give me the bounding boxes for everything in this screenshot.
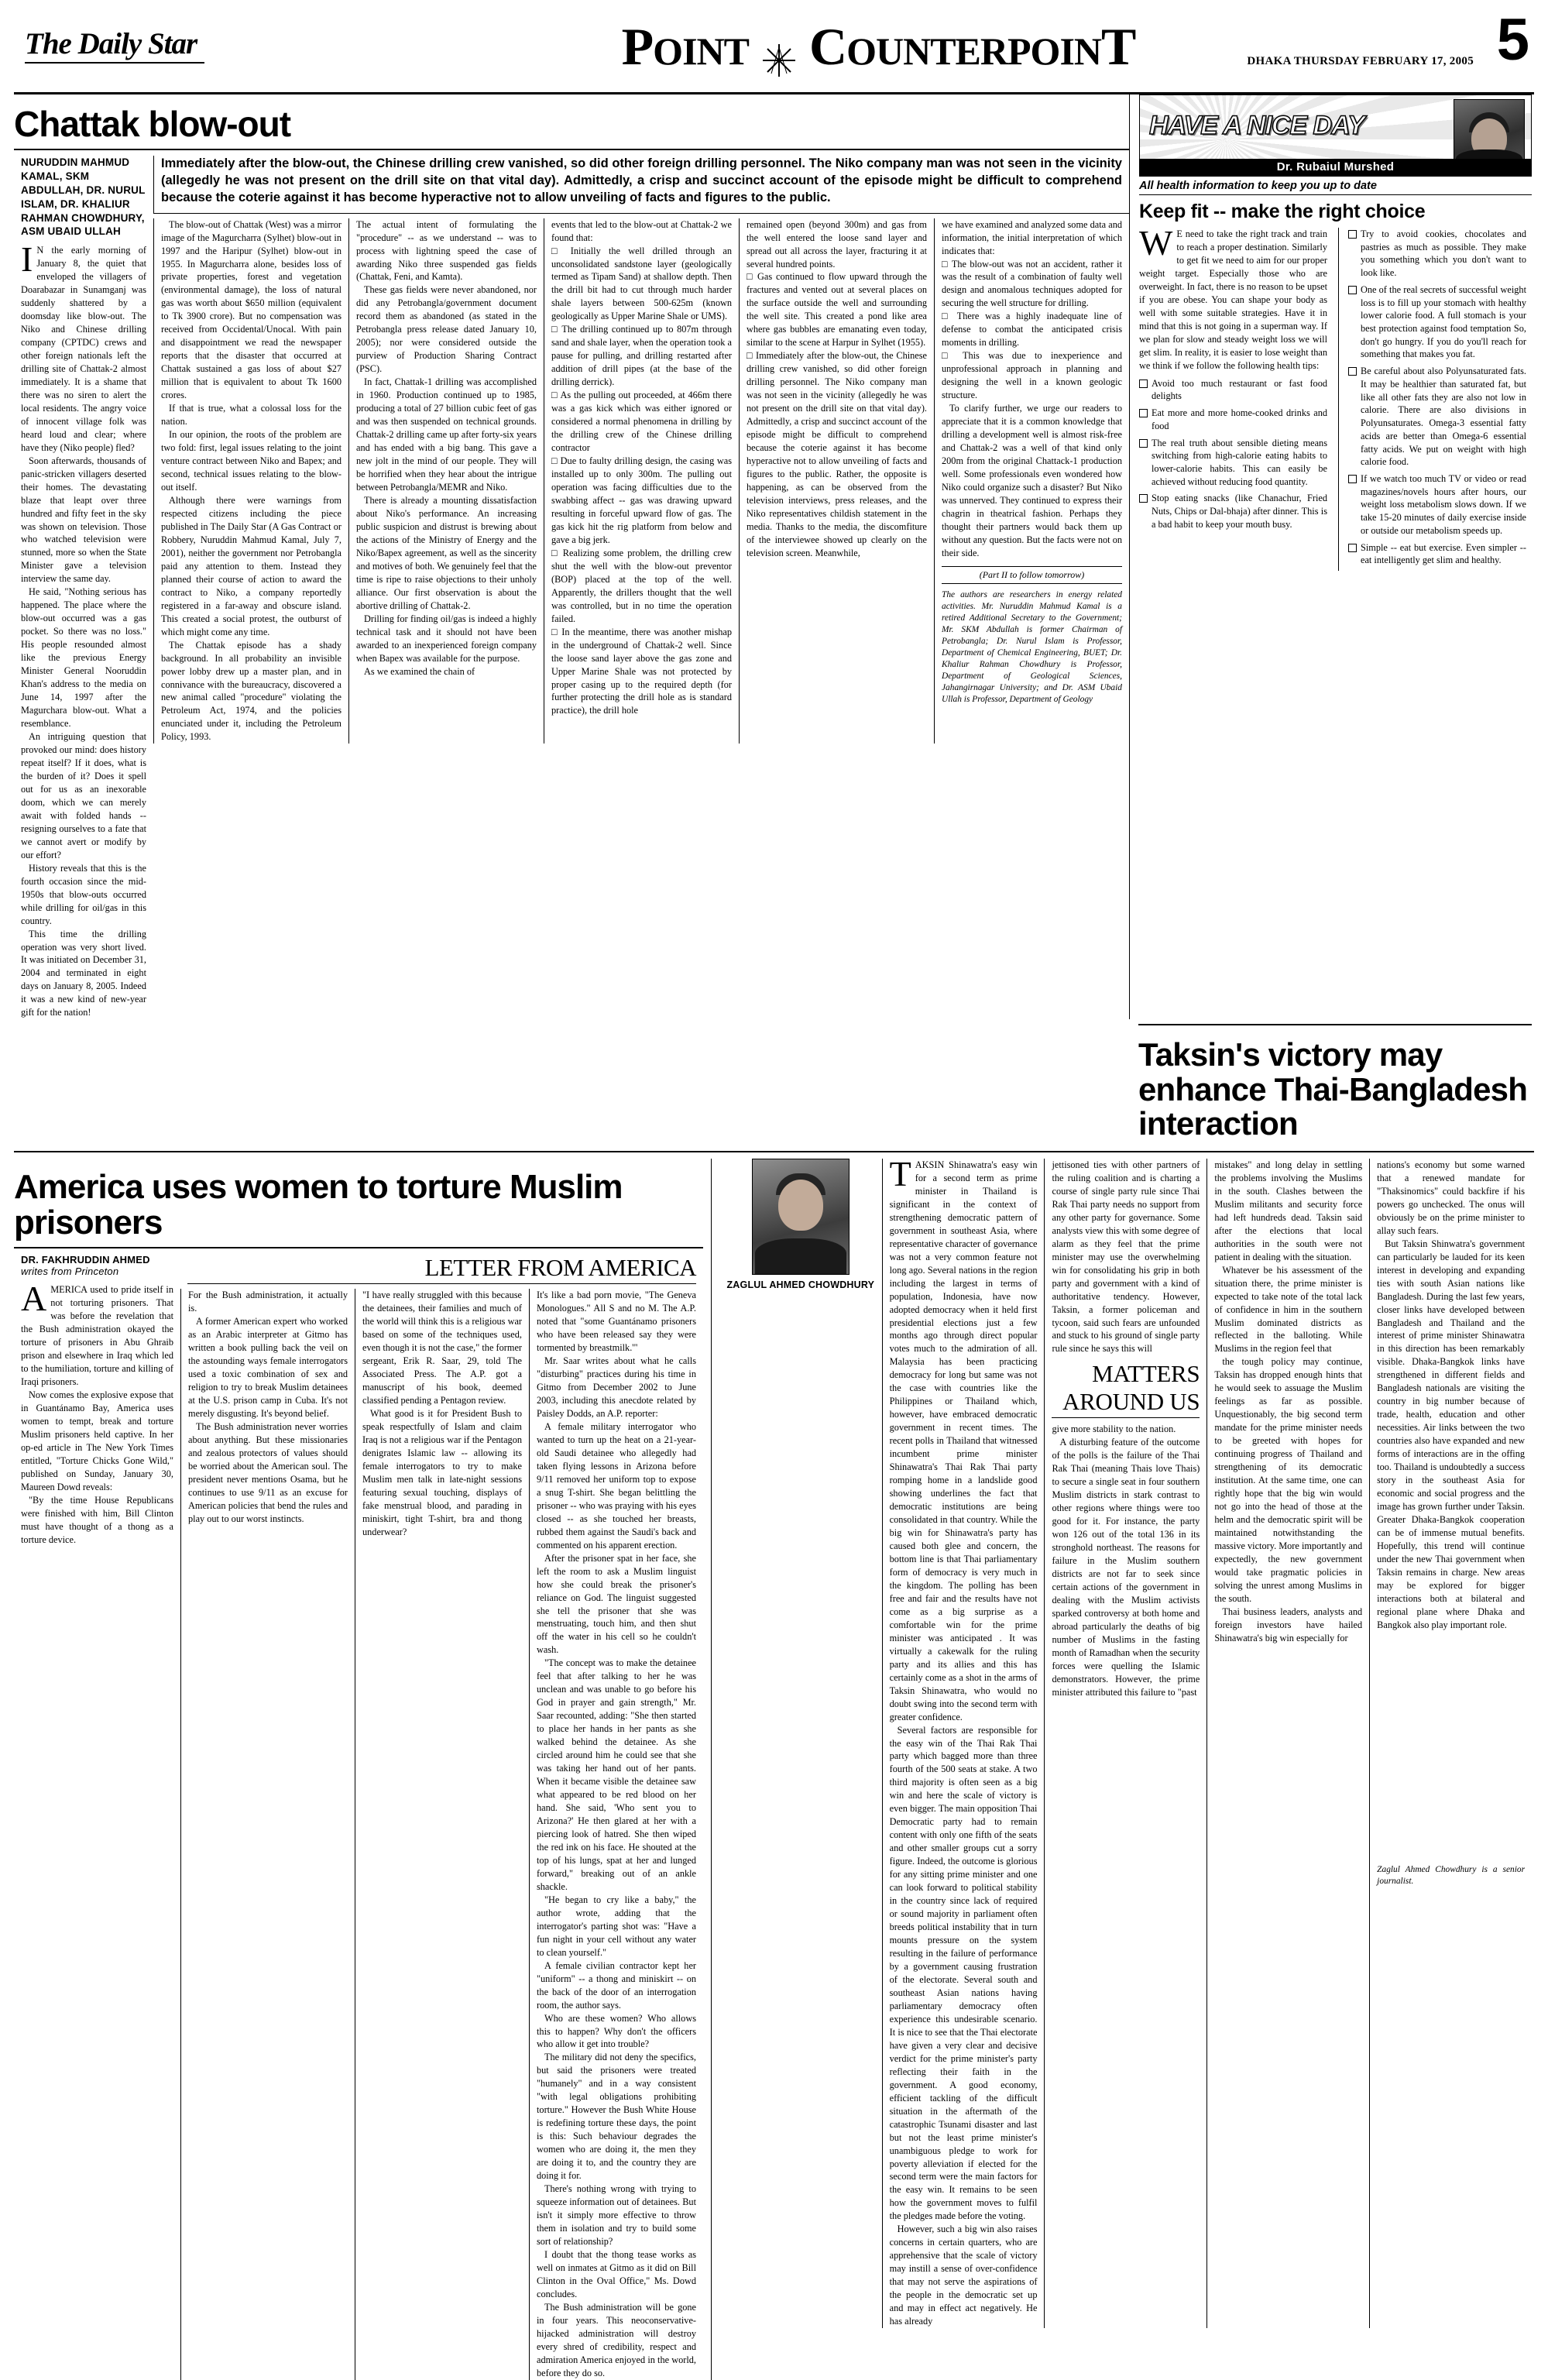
taksin-c3-p1: jettisoned ties with other partners of the ruling coalition and is charting a course of single party rule since Thai Rak Thai party needs no support from any other party for governance. Some analysts view this with some degree of alarm as they feel that the prime minister may use the overwhelming win for consolidating his grip in both party and government with a kind of authoritative tendency. However, Taksin, a former policeman and tycoon, said such fears are unfounded and stuck to his ground of single party rule since he says this will xyxy=(1052,1159,1200,1355)
chattak-col-2 xyxy=(153,218,348,744)
chattak-c4-p3: □ The drilling continued up to 807m through sand and shale layer, when the operation took a pause for pulling, and drilling restarted after addition of drill pipes (at the base of the drilling derrick). xyxy=(551,324,732,388)
chattak-c5-p2: □ Gas continued to flow upward through the fractures and vented out at several places on the surface outside the well and surrounding the well site. This created a pond like area where gas bubbles are emanating even today, similar to the scene at Harpur in Sylhet (1955). xyxy=(747,271,927,349)
taksin-col-1 xyxy=(719,1159,882,2328)
chattak-c5-p1: remained open (beyond 300m) and gas from the well entered the loose sand layer and spread out all across the layer, fracturing it at several hundred points. xyxy=(747,218,927,270)
chattak-c3-p3: In fact, Chattak-1 drilling was accomplished in 1960. Production continued up to 1985, producing a total of 27 billion cubic feet of gas and was then suspended on technical grounds. Chattak-2 drilling came up after forty-six years and has ended with a big bang. This gave a new jolt in the mind of our people. They will be horrified when they hear about the intrigue between Petrobangla/MEMR and Niko. xyxy=(356,376,537,493)
logo-text: The Daily Star xyxy=(25,27,197,60)
health-tip-1: Avoid too much restaurant or fast food delights xyxy=(1139,377,1327,403)
chattak-c2-p3: In our opinion, the roots of the problem are two fold: first, legal issues relating to the joint venture contract between Niko and Bapex; and second, technical issues relating to the blow-out itself. xyxy=(161,429,342,493)
section-title-wrap xyxy=(223,16,1534,76)
author-photo-caption: ZAGLUL AHMED CHOWDHURY xyxy=(726,1279,875,1290)
author-photo xyxy=(752,1159,850,1275)
chattak-body xyxy=(153,156,1129,1019)
taksin-c2-p3: However, such a big win also raises concerns in certain quarters, who are apprehensive that the scale of victory may instill a sense of over-confidence that may not serve the aspirations of the people in the democratic set up and may in effect act negatively. He has already xyxy=(889,2224,1038,2327)
chattak-deck: Immediately after the blow-out, the Chinese drilling crew vanished, so did other foreign drilling personnel. The Niko company man was not seen in the vicinity (allegedly he was not present on the drill site on that vital day). Admittedly, a crisp and succinct account of the episode might be difficult to comprehend because the coterie against it has become hyperactive not to allow unveiling of facts and figures to the public. xyxy=(153,156,1129,212)
america-c2-p1: For the Bush administration, it actually is. xyxy=(188,1290,348,1314)
article-chattak xyxy=(14,94,1129,1019)
america-c1-p2: Now comes the explosive expose that in Guantánamo Bay, America uses women to tempt, break and torture Muslim prisoners held captive. In her op-ed article in The New York Times entitled, "Torture Chicks Gone Wild," published on Sunday, January 30, Maureen Dowd reveals: xyxy=(21,1389,173,1492)
taksin-author-footer: Zaglul Ahmed Chowdhury is a senior journalist. xyxy=(1377,1864,1526,1886)
page-content xyxy=(14,94,1534,2380)
america-col-2 xyxy=(180,1289,355,2379)
health-tip-6: One of the real secrets of successful weight loss is to fill up your stomach with healthy lower calorie food. A full stomach is your best protection against food temptation So, don't go hungry. If you do you'll reach for something that makes you fat. xyxy=(1348,283,1526,361)
section-title-p: P xyxy=(621,16,654,76)
taksin-c4-p2: Whatever be his assessment of the situation there, the prime minister is expected to take note of the total lack of confidence in him in the southern Muslim dominated districts as reflected in the balloting. While Muslims in the region feel that xyxy=(1214,1264,1363,1355)
chattak-c4-p4: □ As the pulling out proceeded, at 466m there was a gas kick which was either ignored or considered a normal phenomena in drilling by the drilling crew of the Chinese drilling contractor xyxy=(551,390,732,454)
health-headline: Keep fit -- make the right choice xyxy=(1139,201,1426,222)
health-tip-8: If we watch too much TV or video or read magazines/novels hours after hours, our weight loss metabolism slows down. If we take 15-20 minutes of daily exercise inside or outside our metabolism speeds up. xyxy=(1348,472,1526,537)
america-c4-p2: Mr. Saar writes about what he calls "disturbing" practices during his time in Gitmo from December 2002 to June 2003, including this anecdote related by Paisley Dodds, an A.P. reporter: xyxy=(537,1355,696,1419)
chattak-c3-p5: Drilling for finding oil/gas is indeed a highly technical task and it should not have been awarded to an inexperienced foreign company when Bapex was available for the purpose. xyxy=(356,613,537,664)
chattak-c1-p5: History reveals that this is the fourth occasion since the mid-1950s that blow-outs occurred while drilling for oil/gas in this country. xyxy=(21,862,146,926)
america-c4-p9: The military did not deny the specifics, but said the prisoners were treated "humanely" and in a way consistent "with legal obligations prohibiting torture." However the Bush White House is redefining torture these days, the point is this: Such behaviour degrades the women who are doing it, the men they are doing it to, and the country they are doing it for. xyxy=(537,2052,696,2182)
chattak-byline: NURUDDIN MAHMUD KAMAL, SKM ABDULLAH, DR. NURUL ISLAM, DR. KHALIUR RAHMAN CHOWDHURY, ASM UBAID ULLAH xyxy=(21,156,146,238)
health-tips-right xyxy=(1348,228,1526,567)
america-col-3 xyxy=(355,1289,529,2379)
chattak-c3-p4: There is already a mounting dissatisfaction about Niko's performance. An increasing public suspicion and distrust is brewing about the actions of the Ministry of Energy and the Niko/Bapex agreement, as well as the sincerity and motives of both. We genuinely feel that the time is ripe to raise objections to their unholy alliance. Our first observation is about the abortive drilling of Chattak-2. xyxy=(356,494,537,611)
america-byline-note: writes from Princeton xyxy=(21,1266,119,1278)
matters-around-us-head: MATTERS AROUND US xyxy=(1052,1360,1200,1418)
america-c1-p1: AMERICA used to pride itself in not torturing prisoners. That was before the revelation that the Bush administration okayed the torture of prisoners in Abu Ghraib prison and elsewhere in Iraq which led to the humiliation, torture and killing of Iraqi prisoners. xyxy=(21,1279,173,1388)
newspaper-logo xyxy=(14,29,223,64)
chattak-col-6 xyxy=(934,218,1129,744)
section-title-ounterpoin: OUNTERPOIN xyxy=(846,29,1102,73)
taksin-c3-p2: give more stability to the nation. xyxy=(1052,1424,1176,1435)
chattak-col-1 xyxy=(14,156,153,1019)
chattak-c1-p2: Soon afterwards, thousands of panic-stricken villagers deserted their homes. The devastating blaze that leapt over three hundred and fifty feet in the sky was shown on television. Those who watched television were stunned, more so when the State Minister gave a television interview the same day. xyxy=(21,455,146,585)
logo-underline xyxy=(25,62,204,64)
taksin-c4-p4: Thai business leaders, analysts and foreign investors have hailed Shinawatra's big win especially for xyxy=(1214,1606,1363,1643)
chattak-c1-p6: This time the drilling operation was very short lived. It was initiated on December 31, 2004 and terminated in eight days on January 8, 2005. Indeed it was a new kind of new-year gift for the nation! xyxy=(21,928,146,1018)
chattak-c1-p4: An intriguing question that provoked our mind: does history repeat itself? If it does, what is the burden of it? Does it spell out for us as an inexorable doom, which we can merely await with folded hands -- resigning ourselves to a fate that we cannot avert or modify by our effort? xyxy=(21,731,146,860)
health-tip-4: Stop eating snacks (like Chanachur, Fried Nuts, Chips or Dal-bhaja) after dinner. This is a bad habit to keep your mouth busy. xyxy=(1139,492,1327,531)
health-tip-2: Eat more and more home-cooked drinks and food xyxy=(1139,407,1327,432)
chattak-c4-p7: □ In the meantime, there was another mishap in the underground of Chattak-2 well. Since the loose sand layer above the gas zone and Upper Marine Shale was not protected by proper casing up to the required depth (for further protecting the drill hole as is standard practice), the drill hole xyxy=(551,626,732,716)
america-c4-p7: A female civilian contractor kept her "uniform" -- a thong and miniskirt -- on the back of the door of an interrogation room, the author says. xyxy=(537,1959,696,2011)
america-col-1 xyxy=(14,1254,180,2379)
america-c2-p3: The Bush administration never worries about anything. But these missionaries and zealous protectors of values should be worried about the American soul. The president never mentions Osama, but he continues to use 9/11 as an excuse for American policies that bend the rules and play out to our worst instincts. xyxy=(188,1420,348,1524)
taksin-c3-p3: A disturbing feature of the outcome of the polls is the failure of the Thai Rak Thai (meaning Thais love Thais) to secure a single seat in four southern Muslim districts in stark contrast to other regions where things were too good for it. For instance, the party won 126 out of the total 136 in its stronghold northeast. The reasons for failure in the Muslim southern districts are not far to seek since certain actions of the government in dealing with the Muslim activists sparked controversy at both home and abroad particularly the deaths of big number of Muslims in the fasting month of Ramadhan when the security forces were quelling the Islamic demonstrators. However, the prime minister attributed this failure to "past xyxy=(1052,1437,1200,1698)
chattak-c3-p2: These gas fields were never abandoned, nor did any Petrobangla/government document record them as abandoned (as stated in the Petrobangla press release dated January 10, 2005); nor were considered outside the purview of Production Sharing Contract (PSC). xyxy=(356,284,537,375)
america-headline: America uses women to torture Muslim prisoners xyxy=(14,1167,623,1242)
health-tip-7: Be careful about also Polyunsaturated fats. It may be healthier than saturated fat, but like all other fats they are also not low in calorie. There are also divisions in Polyunsaturates. Omega-3 essential fatty acids are better than Omega-6 essential fatty acids. We put on weight with high calorie food. xyxy=(1348,365,1526,469)
america-c2-p2: A former American expert who worked as an Arabic interpreter at Gitmo has written a book pulling back the veil on the astounding ways female interrogators used a toxic combination of sex and religion to try to break Muslim detainees at the U.S. prison camp in Cuba. It's not merely disgusting. It's beyond belief. xyxy=(188,1316,348,1419)
america-c4-p3: A female military interrogator who wanted to turn up the heat on a 21-year-old Saudi detainee who allegedly had taken flying lessons in Arizona before 9/11 removed her uniform top to expose a snug T-shirt. She began belittling the prisoner -- who was praying with his eyes closed -- as she touched her breasts, rubbed them against the Saudi's back and commented on his apparent erection. xyxy=(537,1420,696,1551)
chattak-c4-p2: □ Initially the well drilled through an unconsolidated sandstone layer (geologically termed as Tipam Sand) at shallow depth. Then the drill bit had to cut through much harder shale layers between 500-625m (known geologically as Upper Marine Shale or UMS). xyxy=(551,245,732,322)
health-column xyxy=(1129,94,1532,1019)
america-c4-p8: Who are these women? Who allows this to happen? Why don't the officers who allow it get into trouble? xyxy=(537,2012,696,2050)
chattak-c4-p6: □ Realizing some problem, the drilling crew shut the well with the blow-out preventor (BOP) placed at the top of the well. Apparently, the drillers thought that the well was controlled, but in no time the operation failed. xyxy=(551,547,732,624)
letter-from-america-head: LETTER FROM AMERICA xyxy=(187,1254,696,1284)
chattak-c4-p1: events that led to the blow-out at Chattak-2 we found that: xyxy=(551,218,732,243)
america-col-4 xyxy=(529,1289,703,2379)
taksin-c5-p1: nations's economy but some warned that a renewed mandate for "Thaksinomics" could backfire if his powers go unchecked. The onus will obviously be on the prime minister to allay such fears. xyxy=(1377,1159,1526,1236)
taksin-c5-p2: But Taksin Shinwatra's government can particularly be lauded for its keen interest in developing and expanding ties with south Asian nations like Bangladesh. During the last few years, closer links have developed between Bangladesh and Thailand and the interest of prime minister Shinawatra in this direction has been remarkably visible. Dhaka-Bangkok links have strengthened in different fields and Bangladesh nationals are visiting the country in big number because of trade, health, education and other necessities. Air links between the two countries also have expanded and new forms of interactions are in the offing too. Thailand is undoubtedly a success story in the southeast Asia for economic and social progress and the image has grown further under Taksin. Greater Dhaka-Bangkok cooperation can be of immense mutual benefits. Hopefully, this trend will continue under the new Thai government when Taksin remains in charge. New areas may be explored for bigger interactions both at bilateral and regional plane where Dhaka and Bangkok also play important role. xyxy=(1377,1238,1526,1630)
taksin-head-block xyxy=(1129,1024,1532,1148)
chattak-headline: Chattak blow-out xyxy=(14,104,291,144)
health-banner-title: HAVE A NICE DAY xyxy=(1149,111,1364,140)
chattak-c3-p1: The actual intent of formulating the "procedure" -- as we understand -- was to process with lightning speed the case of awarding Niko three suspended gas fields (Chattak, Feni, and Kamta). xyxy=(356,218,537,283)
america-c4-p12: The Bush administration will be gone in four years. This neoconservative-hijacked administration will destroy every shred of credibility, respect and admiration America enjoyed in the world, before they do so. xyxy=(537,2301,696,2378)
taksin-c2-p1: TAKSIN Shinawatra's easy win for a second term as prime minister in Thailand is significant in the context of strengthening democratic pattern of government in southeast Asia, where representative character of governance was not a very common feature not long ago. Several nations in the region including the largest in terms of population, Indonesia, have now adopted democracy when it held first presidential elections just a few months ago through direct popular votes much to the admiration of all. Malaysia has been practicing democracy for long but same was not the case with countries like the Philippines or Thailand which, however, have embraced democratic government in recent times. The recent polls in Thailand that witnessed incumbent prime minister Shinawatra's Thai Rak Thai party romping home in a landslide good showing underlines the fact that democratic institutions are being consolidated in that country. While the big win for Shinawatra's party has caused both glee and concern, the bottom line is that Thai parliamentary form of democracy is very much in the kingdom. The polling has been free and fair and the results have not come as a big surprise as a comfortable win for the prime minister was anticipated . It was virtually a cakewalk for the ruling party and its allies and this has certainly come as a shot in the arms of Taksin Shinawatra, who would no doubt swing into the second term with greater confidence. xyxy=(889,1153,1038,1722)
chattak-c2-p4: Although there were warnings from respected citizens including the piece published in The Daily Star (A Gas Contract or Robbery, Nuruddin Mahmud Kamal, July 7, 2001), neither the government nor Petrobangla paid any attention to them. Instead they planned their course of action to award the contract to Niko, a company reportedly registered in a far-away and obscure island. This created a social protest, the outburst of which might come any time. xyxy=(161,494,342,637)
chattak-c6-p1: we have examined and analyzed some data and information, the initial interpretation of which indicates that: xyxy=(942,218,1122,256)
health-tip-5: Try to avoid cookies, chocolates and pastries as much as possible. They make you something which you don't want to look like. xyxy=(1348,228,1526,280)
health-banner xyxy=(1139,94,1532,177)
taksin-headline: Taksin's victory may enhance Thai-Bangladesh interaction xyxy=(1138,1036,1528,1142)
america-byline-name: DR. FAKHRUDDIN AHMED xyxy=(21,1254,150,1266)
chattak-col-5 xyxy=(739,218,934,744)
chattak-c3-p6: As we examined the chain of xyxy=(364,665,475,677)
taksin-c4-p1: mistakes" and long delay in settling the problems involving the Muslims in the south. Clashes between the Muslim militants and security force had left hundreds dead. Taksin said after the elections that local authorities in the south were not patient in dealing with the situation. xyxy=(1214,1159,1363,1262)
section-title-oint: OINT xyxy=(653,29,749,73)
chattak-c2-p1: The blow-out of Chattak (West) was a mirror image of the Magurcharra (Sylhet) blow-out in 1997 and the Haripur (Sylhet) blow-out in 1955. In Magurcharra alone, besides loss of private properties, forest and vegetation (environmental damage), the loss of natural gas was worth about $650 million (equivalent to Tk 3900 crore). But no compensation was received from Occidental/Unocal. With pain and disappointment we read the newspaper reports that the disaster that occurred at Chattak sustained a gas loss of about $27 million that is equivalent to about Tk 1600 crores. xyxy=(161,218,342,401)
author-photo-body xyxy=(755,1238,846,1274)
doctor-name: Dr. Rubaiul Murshed xyxy=(1140,159,1531,176)
chattak-c2-p2: If that is true, what a colossal loss for the nation. xyxy=(161,403,342,428)
chattak-col-3 xyxy=(348,218,544,744)
chattak-c6-p3: □ There was a highly inadequate line of defense to combat the anticipated crisis moments in drilling. xyxy=(942,311,1122,349)
health-col-2 xyxy=(1338,228,1526,571)
america-c4-p1: It's like a bad porn movie, "The Geneva Monologues." All S and no M. The A.P. noted that "some Guantánamo prisoners who have been released say they were tormented by breastmilk.'" xyxy=(537,1290,696,1354)
chattak-c6-p4: □ This was due to inexperience and unprofessional approach in planning and designing the well in a known geologic structure. xyxy=(942,350,1122,401)
chattak-col-4 xyxy=(544,218,739,744)
chattak-continued: (Part II to follow tomorrow) xyxy=(942,566,1122,584)
star-burst-icon xyxy=(761,34,797,70)
section-title-c: C xyxy=(808,16,847,76)
chattak-c6-p2: □ The blow-out was not an accident, rather it was the result of a combination of faulty well design and anomalous techniques adopted for securing the well structure for drilling. xyxy=(942,258,1122,309)
page-number: 5 xyxy=(1496,7,1529,73)
america-c4-p5: "The concept was to make the detainee feel that after talking to her he was unclean and was unable to go before his God in prayer and gain strength," Mr. Saar recounted, adding: "She then started to place her hands in her pants as she walked behind the detainee. As she circled around him he could see that she was taking her hand out of her pants. When it became visible the detainee saw what appeared to be red blood on her hand. She said, 'Who sent you to Arizona?' He then glared at her with a piercing look of hatred. She then wiped the red ink on his face. He shouted at the top of his lungs, spat at her and lunged forward," breaking out of an ankle shackle. xyxy=(537,1657,696,1892)
issue-date: DHAKA THURSDAY FEBRUARY 17, 2005 xyxy=(1247,54,1474,67)
america-rest xyxy=(180,1254,703,2379)
america-c4-p4: After the prisoner spat in her face, she left the room to ask a Muslim linguist how she could break the prisoner's reliance on God. The linguist suggested she tell the prisoner that she was menstruating, touch him, and then shut off the water in his cell so he couldn't wash. xyxy=(537,1552,696,1656)
america-c3-p2: What good is it for President Bush to speak respectfully of Islam and claim Iraq is not a religious war if the Pentagon denigrates Islamic law -- allowing its female interrogators to try to make Muslim men talk in late-night sessions featuring sexual touching, displays of fake menstrual blood, and parading in miniskirt, tight T-shirt, bra and thong underwear? xyxy=(362,1407,522,1537)
health-col-1 xyxy=(1139,223,1327,571)
taksin-col-4 xyxy=(1206,1159,1369,2328)
health-tagline: All health information to keep you up to date xyxy=(1139,177,1532,195)
taksin-c4-p3: the tough policy may continue, Taksin has dropped enough hints that he would seek to assuage the Muslim feelings as far as possible. Unquestionably, the big second term mandate for the prime minister needs to be greeted with hopes for continuing progress of Thailand and strengthening of its democratic institution. At the same time, one can rightly hope that the big win would not go into the head of those at the helm and the democratic spirit will be maintained notwithstanding the massive victory. More importantly and expectedly, the new government would take pragmatic policies in solving the unrest among Muslims in the south. xyxy=(1214,1356,1363,1604)
health-tips-left xyxy=(1139,377,1327,531)
chattak-c1-p1: IN the early morning of January 8, the quiet that enveloped the villagers of Doarabazar in Sunamganj was suddenly shattered by a doomsday like blow-out. The Niko and Chinese drilling company (CPTDC) crews and other foreign nationals left the drilling site of Chattak-2 almost immediately. It is a shame that there was no siren to alert the local residents. The angry voice of innocent village folk was heard loud and clear; where have they (Niko people) fled? xyxy=(21,239,146,453)
article-america xyxy=(14,1159,711,2380)
taksin-col-3 xyxy=(1044,1159,1206,2328)
america-c3-p1: "I have really struggled with this because the detainees, their families and much of the world will think this is a religious war based on some of the techniques used, even though it is not the case," the former sergeant, Erik R. Saar, 29, told The Associated Press. The A.P. got a manuscript of his book, deemed classified pending a Pentagon review. xyxy=(362,1290,522,1406)
chattak-c6-p5: To clarify further, we urge our readers to appreciate that it is a common knowledge that drilling a development well is almost risk-free and Chattak-2 was a well of that kind only 200m from the original Chattack-1 production well. Some professionals even wondered how Niko could organize such a disaster? But Niko was unnerved. They continued to express their chagrin in theatrical fashion. Perhaps they thought their partners would back them up without any question. But the facts were not on their side. xyxy=(942,403,1122,558)
chattak-c5-p3: □ Immediately after the blow-out, the Chinese drilling crew vanished, so did other foreign drilling personnel. The Niko company man was not seen in the vicinity (allegedly he was not present on the drill site on that vital day). Admittedly, a crisp and succinct account of the episode might be difficult to comprehend because the coterie against it has become hyperactive not to allow unveiling of facts and figures to the public. Rather, the opposite is happening, as can be observed from the television interviews, press releases, and the Niko representatives childish statement in the media. Thanks to the media, the discomfiture of the interviewee showed up clearly on the television screen. Meanwhile, xyxy=(747,350,927,558)
america-c4-p6: "He began to cry like a baby," the author wrote, adding that the interrogator's parting shot was: "Have a fun night in your cell without any water to clean yourself." xyxy=(537,1894,696,1958)
chattak-authors-note: The authors are researchers in energy related activities. Mr. Nuruddin Mahmud Kamal is a retired Additional Secretary to the Government; Mr. SKM Abdullah is former Chairman of Petrobangla; Dr. Nurul Islam is Professor, Department of Chemical Engineering, BUET; Dr. Khaliur Rahman Chowdhury is Professor, Department of Geological Sciences, Jahangirnagar University; and Dr. ASM Ubaid Ullah is Professor, Department of Geology xyxy=(942,589,1122,705)
america-c4-p10: There's nothing wrong with trying to squeeze information out of detainees. But isn't it simply more effective to throw them in isolation and try to build some sort of relationship? xyxy=(537,2183,696,2247)
masthead xyxy=(14,0,1534,94)
chattak-c1-p3: He said, "Nothing serious has happened. The place where the blow-out occurred was a gas pocket. So there was no loss." His people resounded almost like the previous Energy Minister General Nooruddin Khan's address to the media on June 14, 1997 after the Magurchara blow-out. What a resemblance. xyxy=(21,586,146,730)
author-photo-face xyxy=(778,1180,823,1231)
taksin-col-2 xyxy=(882,1153,1045,2328)
health-tip-9: Simple -- eat but exercise. Even simpler -- eat intelligently get slim and healthy. xyxy=(1348,541,1526,567)
america-c4-p11: I doubt that the thong tease works as well on inmates at Gitmo as it did on Bill Clinton in the Oval Office," Ms. Dowd concludes. xyxy=(537,2248,696,2299)
chattak-c2-p5: The Chattak episode has a shady background. In all probability an invisible power lobby drew up a master plan, and in connivance with the bureaucracy, discovered a new animal called "procedure" violating the Petroleum Act, 1974, and the policies enunciated under it, including the Petroleum Policy, 1993. xyxy=(161,639,342,743)
health-intro: WE need to take the right track and train to reach a proper destination. Similarly to get fit we need to aim for our proper weight target. Especially those who are overweight. In fact, there is no reason to be upset if you are obese. You can shape your body as well with some suitable strategies. Have it in mind that this is not going in a superman way. If we plan for slow and steady weight loss we will get slim. In reality, it is easier to lose weight than we think if we follow the following health tips: xyxy=(1139,223,1327,371)
america-byline xyxy=(21,1254,173,1277)
taksin-c2-p2: Several factors are responsible for the easy win of the Thai Rak Thai party which bagged more than three fourth of the 500 seats at stake. A two third majority is often seen as a big win and here the scale of victory is even bigger. The main opposition Thai Democratic party had to remain content with only one fifth of the seats and other smaller groups cut a sorry figure. Indeed, the outcome is glorious for any sitting prime minister and one can look forward to political stability in the country since lack of required or sound majority in parliament often breeds political instability that in turn mounts pressure on the system resulting in the failure of performance by a government causing frustration of the electorate. Several south and southeast Asian nations having parliamentary democracy often experience this undesirable scenario. It is nice to see that the Thai electorate have given a very clear and decisive verdict for the prime minister's party reflecting their faith in the government. A good economy, efficient tackling of the difficult situation in the aftermath of the catastrophic Tsunami disaster and last but not the least prime minister's unambiguous pledge to work for poverty alleviation if elected for the second term were the main factors for the easy win. It remains to be seen how the government moves to fulfil the pledges made before the voting. xyxy=(889,1724,1038,2222)
america-c1-p3: "By the time House Republicans were finished with him, Bill Clinton must have thought of a thong as a torture device. xyxy=(21,1494,173,1545)
taksin-col-5 xyxy=(1369,1159,1532,2328)
health-tip-3: The real truth about sensible dieting means switching from high-calorie eating habits to lower-calorie habits. This can easily be achieved without reducing food quantity. xyxy=(1139,437,1327,489)
section-title-t: T xyxy=(1101,16,1136,76)
chattak-c4-p5: □ Due to faulty drilling design, the casing was installed up to only 300m. The pulling out operation was facing difficulties due to the swabbing affect -- gas was drawing upward resulting in forceful upward flow of gas. The gas kick hit the rig platform from below and gave a big jerk. xyxy=(551,455,732,545)
article-taksin xyxy=(711,1153,1532,2380)
